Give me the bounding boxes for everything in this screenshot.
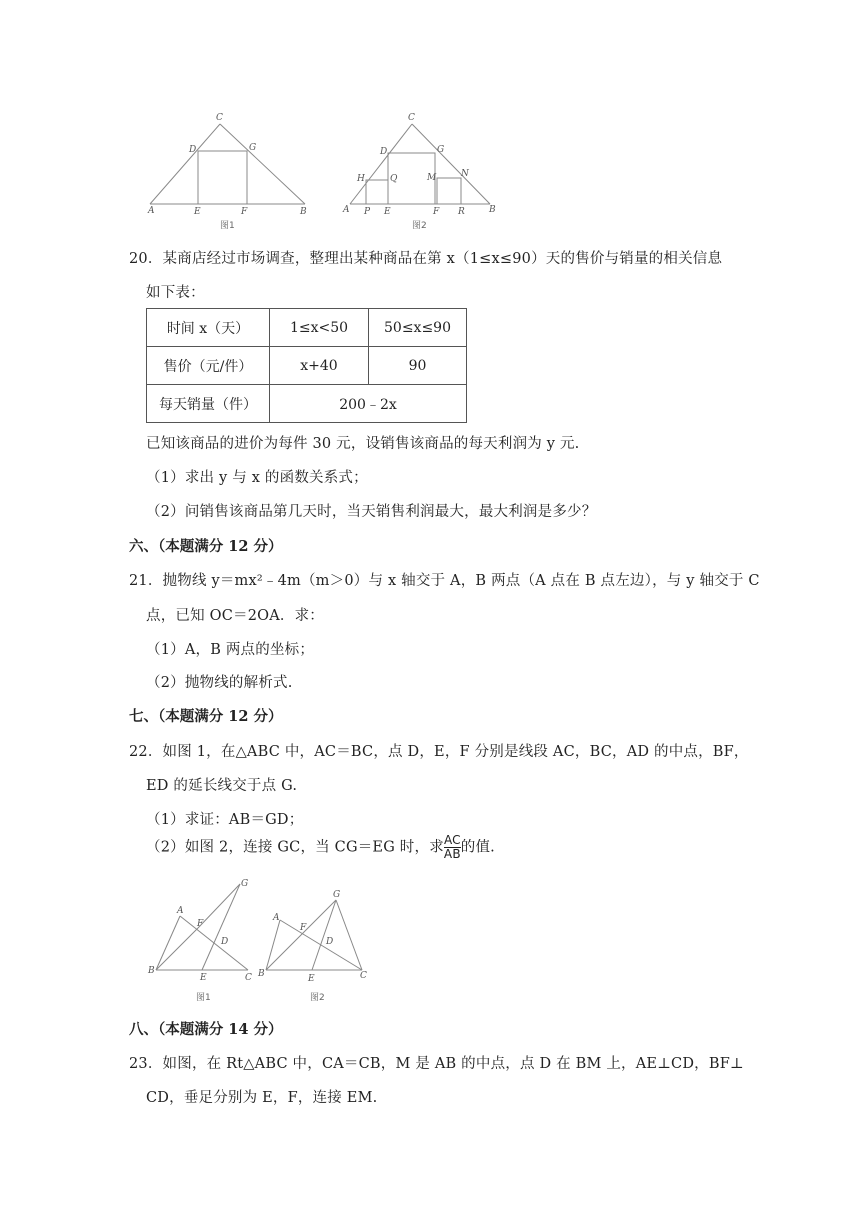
- q20-part2: （2）问销售该商品第几天时，当天销售利润最大，最大利润是多少？: [146, 504, 597, 520]
- svg-text:F: F: [197, 919, 204, 929]
- section-7-heading: 七、（本题满分 12 分）: [129, 708, 283, 725]
- fig2-label-c: C: [408, 113, 415, 123]
- table-cell: 每天销量（件）: [147, 385, 270, 423]
- fig1-label-e: E: [194, 207, 201, 217]
- trapezoid-figures: [140, 108, 520, 236]
- svg-text:A: A: [273, 913, 280, 923]
- q22-part2-text: （2）如图 2，连接 GC，当 CG＝EG 时，求: [146, 839, 444, 856]
- fig2-label-g: G: [437, 145, 445, 155]
- svg-text:E: E: [200, 973, 207, 983]
- fraction-ac-over-ab: [444, 834, 461, 861]
- fig2-label-q: Q: [390, 174, 398, 184]
- svg-text:B: B: [148, 966, 155, 976]
- q22-part2: [146, 834, 495, 861]
- svg-text:G: G: [333, 890, 341, 900]
- svg-text:C: C: [245, 973, 252, 983]
- fig2-caption: 图2: [412, 221, 427, 231]
- q20-line3: 已知该商品的进价为每件 30 元，设销售该商品的每天利润为 y 元.: [146, 436, 580, 452]
- q23-line1: 23．如图，在 Rt△ABC 中，CA＝CB，M 是 AB 的中点，点 D 在 BM 上，AE⊥CD，BF⊥: [129, 1056, 744, 1072]
- table-row: [147, 385, 467, 423]
- table-cell: 时间 x（天）: [147, 309, 270, 347]
- triangle-figures: [140, 876, 380, 1006]
- table-row: [147, 347, 467, 385]
- svg-text:C: C: [360, 971, 367, 981]
- fig2-label-e: E: [384, 207, 391, 217]
- svg-text:E: E: [308, 974, 315, 984]
- q22-part1: （1）求证：AB＝GD；: [146, 812, 304, 828]
- fraction-numerator: AC: [443, 833, 461, 847]
- svg-text:B: B: [258, 969, 265, 979]
- svg-text:D: D: [221, 937, 229, 947]
- figure-1-square-in-triangle: [150, 124, 305, 204]
- q20-line1: 20．某商店经过市场调查，整理出某种商品在第 x（1≤x≤90）天的售价与销量的相关信息: [129, 251, 723, 267]
- q20-table: [146, 308, 467, 423]
- svg-text:F: F: [300, 923, 307, 933]
- fig2-label-m: M: [427, 173, 437, 183]
- q21-line2: 点，已知 OC＝2OA．求：: [146, 608, 324, 624]
- q22-part2-suffix: 的值.: [460, 839, 495, 856]
- q22-line2: ED 的延长线交于点 G.: [146, 778, 298, 794]
- table-cell: 售价（元/件）: [147, 347, 270, 385]
- q21-part2: （2）抛物线的解析式.: [146, 675, 293, 691]
- section-6-heading: 六、（本题满分 12 分）: [129, 538, 283, 555]
- table-cell: 90: [369, 347, 467, 385]
- table-row: [147, 309, 467, 347]
- table-cell: 200﹣2x: [270, 385, 467, 423]
- fig1-label-a: A: [148, 206, 155, 216]
- fig2-label-a: A: [343, 205, 350, 215]
- fig2-label-f: F: [433, 207, 440, 217]
- q20-line2: 如下表：: [146, 285, 205, 301]
- fig2-label-n: N: [461, 169, 469, 179]
- fraction-denominator: AB: [443, 847, 461, 861]
- q20-part1: （1）求出 y 与 x 的函数关系式；: [146, 470, 368, 486]
- svg-text:A: A: [177, 906, 184, 916]
- table-cell: 50≤x≤90: [369, 309, 467, 347]
- section-8-heading: 八、（本题满分 14 分）: [129, 1021, 283, 1038]
- fig1-caption: 图1: [220, 221, 235, 231]
- q22-line1: 22．如图 1，在△ABC 中，AC＝BC，点 D，E，F 分别是线段 AC，BC，AD 的中点，BF，: [129, 744, 749, 760]
- q22-fig2-caption: 图2: [310, 993, 325, 1003]
- fig2-label-p: P: [364, 207, 371, 217]
- fig1-label-g: G: [249, 143, 257, 153]
- fig2-label-h: H: [357, 174, 365, 184]
- table-cell: 1≤x<50: [270, 309, 369, 347]
- fig1-label-f: F: [241, 207, 248, 217]
- fig1-label-b: B: [300, 207, 307, 217]
- q21-part1: （1）A，B 两点的坐标；: [146, 642, 315, 658]
- svg-text:D: D: [326, 937, 334, 947]
- q22-figure-2: [266, 900, 362, 970]
- fig1-label-d: D: [189, 145, 197, 155]
- q21-line1: 21．抛物线 y＝mx²﹣4m（m＞0）与 x 轴交于 A，B 两点（A 点在 B 点左边），与 y 轴交于 C: [129, 573, 760, 589]
- fig2-label-b: B: [489, 205, 496, 215]
- q22-fig1-caption: 图1: [196, 993, 211, 1003]
- q23-line2: CD，垂足分别为 E，F，连接 EM.: [146, 1090, 378, 1106]
- fig2-label-r: R: [458, 207, 465, 217]
- table-cell: x+40: [270, 347, 369, 385]
- figure-2-rectangles-in-triangle: [350, 124, 490, 204]
- fig1-label-c: C: [216, 113, 223, 123]
- fig2-label-d: D: [380, 147, 388, 157]
- svg-text:G: G: [241, 879, 249, 889]
